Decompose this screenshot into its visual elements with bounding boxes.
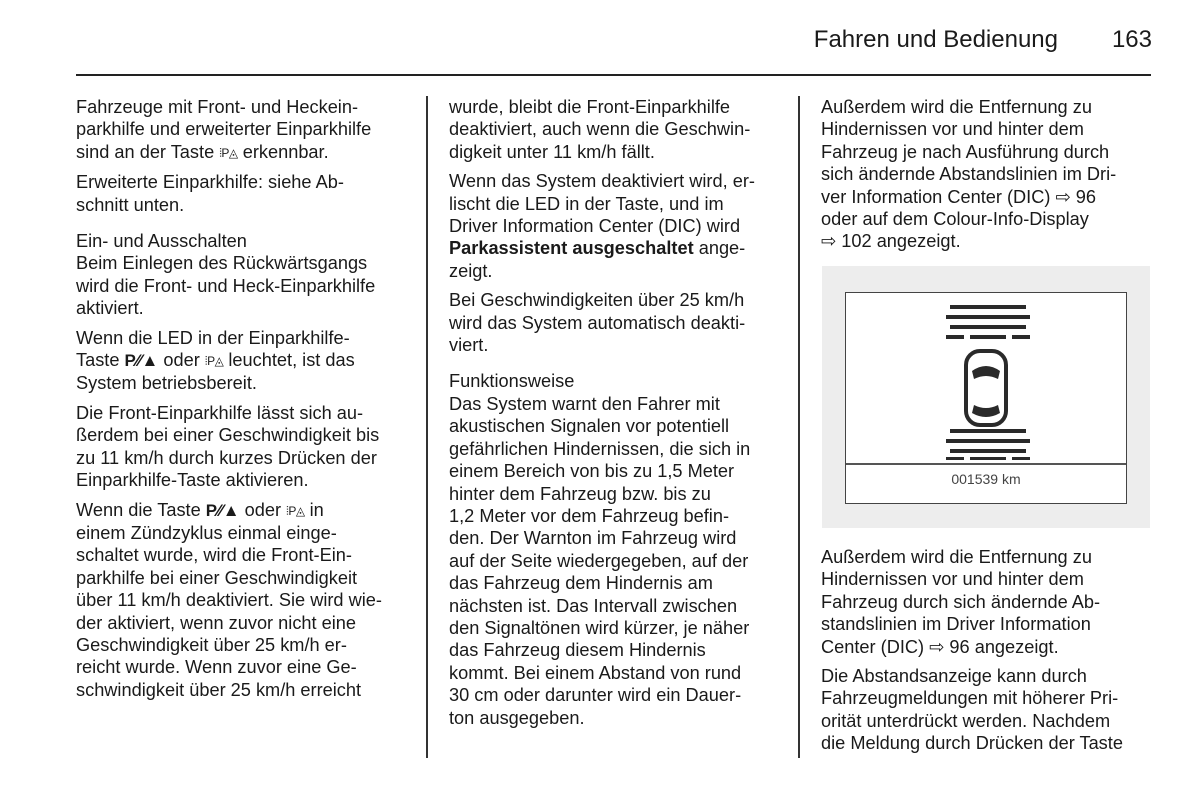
text-line: deaktiviert, auch wenn die Geschwin- xyxy=(449,119,751,140)
car-rear-window xyxy=(972,405,1000,417)
distance-line xyxy=(950,305,1026,309)
text-line: Die Front-Einparkhilfe lässt sich au- xyxy=(76,402,364,423)
paragraph xyxy=(449,289,779,356)
text-line: der aktiviert, wenn zuvor nicht eine xyxy=(76,612,357,633)
page-number: 163 xyxy=(1111,26,1152,53)
display-divider xyxy=(846,463,1126,465)
text-line: einem Bereich von bis zu 1,5 Meter xyxy=(449,461,735,482)
text-line: Die Abstandsanzeige kann durch xyxy=(821,666,1087,687)
text-line: wird die Front- und Heck-Einparkhilfe xyxy=(76,275,376,296)
text-line: Center (DIC) ⇨ 96 angezeigt. xyxy=(821,636,1059,657)
distance-line xyxy=(1012,457,1030,460)
text-fragment: ange- xyxy=(693,238,746,259)
text-line: Erweiterte Einparkhilfe: siehe Ab- xyxy=(76,172,344,193)
text-line: Hindernissen vor und hinter dem xyxy=(821,119,1084,140)
text-line: schwindigkeit über 25 km/h erreicht xyxy=(76,679,362,700)
paragraph xyxy=(821,665,1151,755)
distance-line xyxy=(970,457,1006,460)
text-line: den. Der Warnton im Fahrzeug wird xyxy=(449,528,737,549)
distance-line xyxy=(950,325,1026,329)
car-windshield xyxy=(972,366,1000,379)
text-line: 1,2 Meter vor dem Fahrzeug befin- xyxy=(449,505,730,526)
text-line: hinter dem Fahrzeug bzw. bis zu xyxy=(449,483,711,504)
text-line: Außerdem wird die Entfernung zu xyxy=(821,547,1092,567)
paragraph xyxy=(76,252,406,319)
text-line: die Meldung durch Drücken der Taste xyxy=(821,733,1123,754)
distance-line xyxy=(946,315,1030,319)
text-line xyxy=(76,349,406,372)
advanced-park-assist-button-icon: ⦙P◬ xyxy=(204,354,224,369)
text-line: Wenn das System deaktiviert wird, er- xyxy=(449,171,755,192)
parking-distance-graphic xyxy=(846,293,1126,463)
dic-screen xyxy=(845,292,1127,504)
distance-line xyxy=(946,335,964,339)
text-line: parkhilfe bei einer Geschwindigkeit xyxy=(76,567,358,588)
text-line: ver Information Center (DIC) ⇨ 96 xyxy=(821,186,1097,207)
paragraph xyxy=(449,96,779,163)
text-line: schaltet wurde, wird die Front-Ein- xyxy=(76,545,352,566)
column-1 xyxy=(76,96,406,708)
distance-line xyxy=(1012,335,1030,339)
distance-line xyxy=(946,439,1030,443)
text-line: schnitt unten. xyxy=(76,194,185,215)
paragraph xyxy=(821,546,1151,658)
distance-line xyxy=(946,457,964,460)
text-line: System betriebsbereit. xyxy=(76,373,257,394)
bold-message-text: Parkassistent ausgeschaltet xyxy=(449,238,694,259)
text-line: parkhilfe und erweiterter Einparkhilfe xyxy=(76,119,372,140)
text-line: zeigt. xyxy=(449,260,493,281)
header-title: Fahren und Bedienung xyxy=(813,26,1058,53)
text-line: ⇨ 102 angezeigt. xyxy=(821,231,961,252)
text-line: das Fahrzeug dem Hindernis am xyxy=(449,573,713,594)
text-line: über 11 km/h deaktiviert. Sie wird wie- xyxy=(76,590,382,611)
park-assist-button-icon: P⁄⁄▲ xyxy=(124,351,159,371)
text-line: lischt die LED in der Taste, und im xyxy=(449,193,724,214)
rear-distance-lines xyxy=(946,429,1030,460)
text-line: Fahrzeugmeldungen mit höherer Pri- xyxy=(821,688,1119,709)
text-line: wurde, bleibt die Front-Einparkhilfe xyxy=(449,97,731,117)
section-heading: Ein- und Ausschalten xyxy=(76,231,247,252)
park-assist-button-icon: P⁄⁄▲ xyxy=(205,500,240,520)
paragraph xyxy=(76,499,406,702)
text-line: ßerdem bei einer Geschwindigkeit bis xyxy=(76,425,380,446)
paragraph xyxy=(76,171,406,216)
column-3 xyxy=(821,96,1151,260)
text-line: Einparkhilfe-Taste aktivieren. xyxy=(76,470,309,491)
text-line: Das System warnt den Fahrer mit xyxy=(449,393,720,414)
text-line: standslinien im Driver Information xyxy=(821,614,1091,635)
text-line: Fahrzeuge mit Front- und Heckein- xyxy=(76,97,359,117)
text-fragment: leuchtet, ist das xyxy=(223,350,355,371)
text-line: Wenn die LED in der Einparkhilfe- xyxy=(76,327,350,348)
text-line: 30 cm oder darunter wird ein Dauer- xyxy=(449,685,742,706)
text-line: viert. xyxy=(449,335,489,356)
paragraph xyxy=(449,170,779,282)
text-line: Beim Einlegen des Rückwärtsgangs xyxy=(76,253,368,274)
text-line: Fahrzeug durch sich ändernde Ab- xyxy=(821,591,1101,612)
text-line xyxy=(76,141,406,164)
section-heading: Funktionsweise xyxy=(449,371,575,392)
text-line: oder auf dem Colour-Info-Display xyxy=(821,209,1089,230)
advanced-park-assist-button-icon: ⦙P◬ xyxy=(219,145,238,160)
text-fragment: oder xyxy=(239,499,287,520)
text-line: orität unterdrückt werden. Nachdem xyxy=(821,710,1111,731)
text-line: gefährlichen Hindernissen, die sich in xyxy=(449,438,751,459)
text-line xyxy=(76,499,406,522)
paragraph xyxy=(821,96,1151,253)
text-line: digkeit unter 11 km/h fällt. xyxy=(449,141,655,162)
text-line: das Fahrzeug diesem Hindernis xyxy=(449,640,706,661)
text-line: akustischen Signalen vor potentiell xyxy=(449,416,730,437)
odometer-reading: 001539 km xyxy=(951,471,1021,487)
text-line: Driver Information Center (DIC) wird xyxy=(449,216,741,237)
column-3-lower xyxy=(821,546,1151,762)
text-line: Bei Geschwindigkeiten über 25 km/h xyxy=(449,290,745,311)
dic-parking-display-figure xyxy=(822,266,1150,528)
column-divider xyxy=(426,96,428,758)
text-line xyxy=(449,237,779,259)
column-2 xyxy=(449,96,779,736)
text-line: Fahrzeug je nach Ausführung durch xyxy=(821,141,1110,162)
text-line: wird das System automatisch deakti- xyxy=(449,312,746,333)
paragraph xyxy=(76,402,406,492)
text-line: Geschwindigkeit über 25 km/h er- xyxy=(76,634,347,655)
paragraph xyxy=(76,96,406,164)
text-line: den Signaltönen wird kürzer, je näher xyxy=(449,617,750,638)
text-fragment: oder xyxy=(158,350,205,371)
distance-line xyxy=(950,429,1026,433)
text-line: Außerdem wird die Entfernung zu xyxy=(821,97,1092,117)
header-rule xyxy=(76,74,1151,76)
text-line: auf der Seite wiedergegeben, auf der xyxy=(449,550,749,571)
distance-line xyxy=(970,335,1006,339)
paragraph xyxy=(76,327,406,395)
front-distance-lines xyxy=(946,305,1030,339)
text-fragment: in xyxy=(304,499,324,520)
text-fragment: erkennbar. xyxy=(237,141,329,162)
column-divider xyxy=(798,96,800,758)
distance-line xyxy=(950,449,1026,453)
text-line: kommt. Bei einem Abstand von rund xyxy=(449,662,742,683)
text-line: zu 11 km/h durch kurzes Drücken der xyxy=(76,447,377,468)
text-line: Hindernissen vor und hinter dem xyxy=(821,569,1084,590)
text-line: ton ausgegeben. xyxy=(449,707,585,728)
text-fragment: Taste xyxy=(76,350,125,371)
text-fragment: sind an der Taste xyxy=(76,141,220,162)
text-line: sich ändernde Abstandslinien im Dri- xyxy=(821,164,1117,185)
advanced-park-assist-button-icon: ⦙P◬ xyxy=(286,503,305,518)
text-line: reicht wurde. Wenn zuvor eine Ge- xyxy=(76,657,357,678)
text-line: nächsten ist. Das Intervall zwischen xyxy=(449,595,738,616)
text-line: einem Zündzyklus einmal einge- xyxy=(76,522,337,543)
text-line: aktiviert. xyxy=(76,298,144,319)
text-fragment: Wenn die Taste xyxy=(76,499,206,520)
car-icon xyxy=(966,351,1006,425)
paragraph xyxy=(449,393,779,729)
